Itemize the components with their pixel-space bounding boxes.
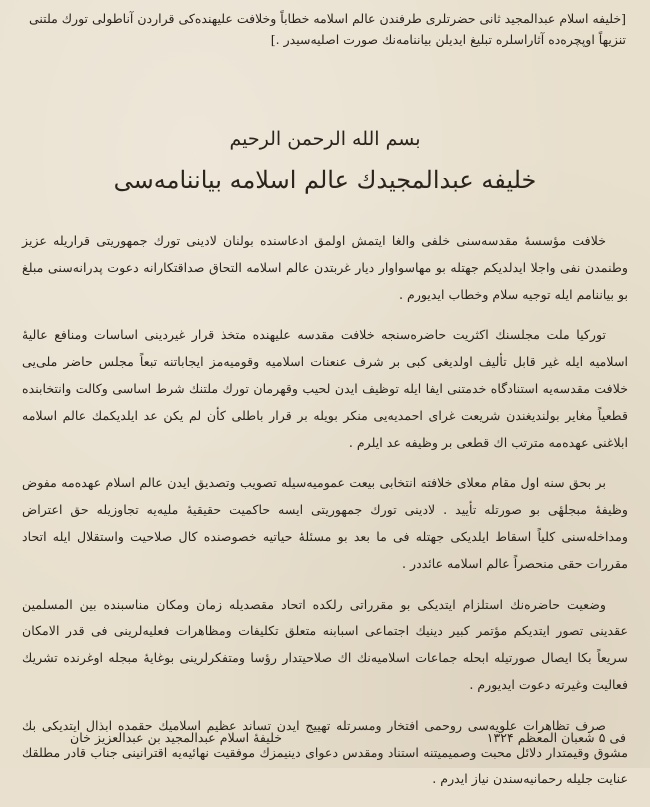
paragraph-5: صرف تظاهرات علویه‌سی روحمی افتخار ومسرتله تهییج ایدن تساند عظیم اسلامیك حقمده ابذال ایتدیکی بك مشوق وقیمتدار دلائل محبت وصمیمیتنه استناد ومقدس دعوای دینیمزك موفقیت نهائیه‌یه اقترانینی جناب قادر مطلقك عنایت جلیله رحمانیه‌سندن نیاز ایدرم . xyxy=(22,717,628,787)
paragraph-4: وضعیت حاضره‌نك استلزام ایتدیکی بو مقرراتی رلکده اتحاد مقصدیله زمان ومکان مناسبنده بین المسلمین عقدینی تصور ایتدیکم مؤتمر کبیر دینیك اجتماعی اسبابنه متعلق تکلیفات ومظاهرات فعلیه‌لرینی فی قدر الامکان سریعاً بکا ایصال صورتیله ابحله جماعات اسلامیه‌نك اك صلاحیتدار رؤسا ومتفکرلرینی بوغایهٔ مبجله اوغرنده تشریك فعالیت وغیرته دعوت ایدیورم . xyxy=(22,596,628,692)
preface-line-1: [خلیفه اسلام عبدالمجید ثانی حضرتلری طرفندن عالم اسلامه خطاباً وخلافت علیهنده‌کی قراردن آناطولی تورك ملتنی xyxy=(28,11,626,26)
signature-name: خلیفهٔ اسلام عبدالمجید بن عبدالعزیز خان xyxy=(70,730,283,745)
document-body xyxy=(22,228,628,807)
paragraph-1: خلافت مؤسسهٔ مقدسه‌سنی خلفی والغا ایتمش اولمق ادعاسنده بولنان لادینی تورك جمهوریتی قراریله عزیز وطنمدن نفی واجلا ایدلدیکم جهتله بو مهاسواوار دیار غربتدن عالم اسلامه التحاق صداقتکارانه دعوت پدرانه‌سنی مبلغ بو بیاننامم ایله توجیه سلام وخطاب ایدیورم . xyxy=(22,233,628,302)
basmala-heading: بسم الله الرحمن الرحیم xyxy=(229,128,421,150)
paragraph-3: بر بحق سنه اول مقام معلای خلافته انتخابی بیعت عمومیه‌سیله تصویب وتصدیق ایدن عالم اسلام عهده‌مه مفوض وظیفهٔ مبجلهٔی بو صورتله تأیید . لادینی تورك جمهوریتی ایسه حاکمیت حقیقیهٔ ملیه‌یه تجاوزیله حق اعتراض ومداخله‌سنی کلیاً اسقاط ایلدیکی جهتله فی ما بعد بو مسئلهٔ حیاتیه خصوصنده کال صلاحیت واستقلال ایله اتحاد مقررات حقی منحصراً عالم اسلامه عائددر . xyxy=(22,475,628,571)
paragraph-2: تورکیا ملت مجلسنك اکثریت حاضره‌سنجه خلافت مقدسه علیهنده متخذ قرار غیردینی اساسات ومنافع عالیهٔ اسلامیه ایله غیر قابل تألیف اولدیغی کبی بر شرف عنعنات اسلامیه وقومیه‌مز ایجاباتنه تبعاً مجلس حاضر ملی‌یی خلافت مقدسه‌یه استنادگاه خدمتنی ایفا ایله توظیف ایدن لحیب وقهرمان تورك ملتنك شرط اساسی وکالت وانتخابنده قطعیاً مغایر بولندیغندن شریعت غرای احمدیه‌یی منکر بویله بر قرار باطلی کأن لم یکن عد ایلدیکمك عالم اسلامه ابلاغنی عهده‌مه مترتب اك قطعی بر وظیفه عد ایلرم . xyxy=(22,327,628,450)
preface-line-2: تنزیهاً اوپچره‌ده آثاراسلره تبلیغ ایدیلن بیاننامه‌نك صورت اصلیه‌سیدر .] xyxy=(270,32,626,47)
document-title: خلیفه عبدالمجیدك عالم اسلامه بیاننامه‌سی xyxy=(113,166,537,194)
signature-line xyxy=(70,726,626,750)
signature-date: فی ۵ شعبان المعظم ۱۳۲۴ xyxy=(486,730,626,745)
preface-note xyxy=(24,8,626,64)
